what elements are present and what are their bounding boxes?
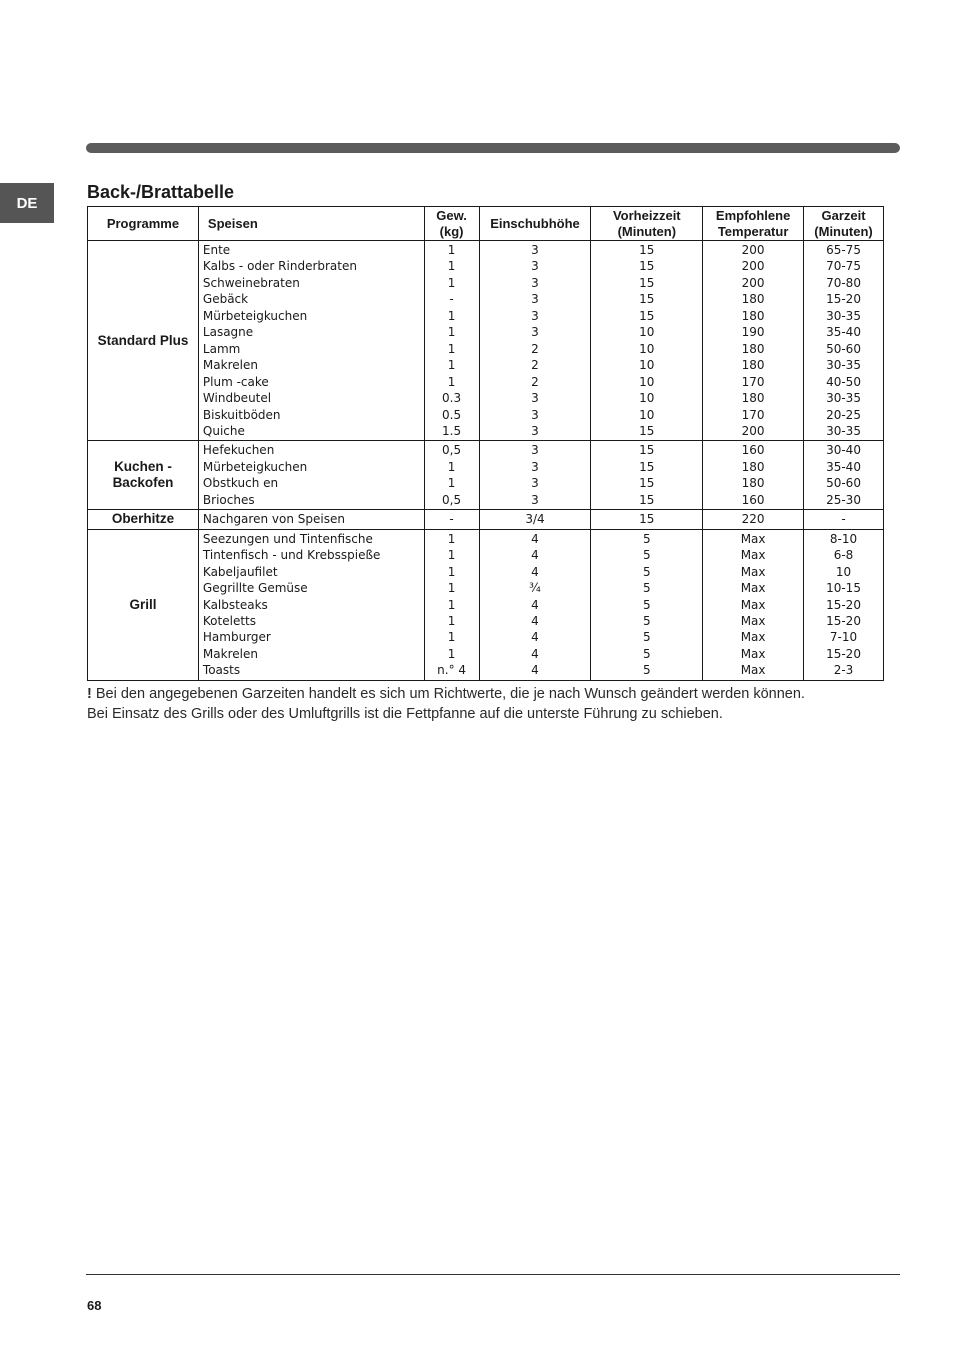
temperature-cell: 180 [741,292,765,307]
food-cell: Makrelen [202,646,258,661]
weight-column [424,529,479,680]
program-name-line: Standard Plus [97,332,189,348]
note-text [87,685,897,724]
temperature-cell: 180 [741,358,765,373]
weight-column [424,241,479,441]
shelf-cell: 4 [531,630,539,645]
temperature-cell: Max [740,548,766,563]
temperature-cell: Max [740,663,766,678]
shelf-column [479,441,591,510]
cooktime-column [804,510,884,529]
weight-cell: 1 [447,341,456,356]
preheat-cell: 15 [639,275,655,290]
shelf-cell: 3 [531,407,539,422]
temperature-cell: 200 [741,243,765,257]
shelf-cell: 4 [531,597,539,612]
food-cell: Brioches [202,492,255,507]
note-mark: ! [87,686,92,702]
program-name [88,241,199,441]
weight-cell: 0,5 [442,492,462,507]
header-vorheizzeit-line: (Minuten) [617,223,677,239]
preheat-cell: 15 [639,512,655,527]
weight-cell: 1 [447,564,456,579]
weight-cell: 1 [447,325,456,340]
food-cell: Tintenfisch - und Krebsspieße [202,548,381,563]
weight-cell: 1 [447,531,456,546]
shelf-cell: 3 [531,259,539,274]
shelf-cell: 4 [531,663,539,678]
temperature-cell: 220 [741,512,765,527]
shelf-cell: 4 [531,564,539,579]
program-name-line: Backofen [112,475,174,491]
shelf-column [479,529,591,680]
weight-cell: 0.3 [442,391,462,406]
food-column [198,510,424,529]
header-garzeit [804,207,884,241]
cooktime-cell: 8-10 [829,531,858,546]
cooktime-cell: 30-35 [826,391,861,406]
temperature-column [703,441,804,510]
cooktime-cell: 30-40 [826,443,861,458]
shelf-cell: 3 [531,275,539,290]
preheat-cell: 15 [639,492,655,507]
program-name-line: Oberhitze [111,511,175,527]
shelf-column [479,241,591,441]
program-name-line: Grill [129,596,157,612]
temperature-cell: Max [740,646,766,661]
temperature-cell: 200 [741,275,765,290]
cooktime-cell: 10-15 [826,581,861,596]
food-cell: Nachgaren von Speisen [202,512,345,527]
header-gewicht-line: (kg) [439,223,464,239]
shelf-cell: 3 [531,292,539,307]
table-header-row [88,207,884,241]
temperature-cell: Max [740,564,766,579]
weight-cell: 1 [447,459,456,474]
weight-cell: 0.5 [442,407,462,422]
header-temperatur-line: Temperatur [717,223,789,239]
note-line-2: Bei Einsatz des Grills oder des Umluftgrills ist die Fettpfanne auf die unterste Führung zu schieben. [87,705,723,722]
food-cell: Schweinebraten [202,275,300,290]
header-vorheizzeit-line: Vorheizzeit [612,207,681,223]
weight-cell: - [449,512,454,527]
temperature-cell: Max [740,531,766,546]
weight-cell: 1 [447,476,456,491]
cooktime-cell: 25-30 [826,492,861,507]
temperature-cell: Max [740,581,766,596]
cooktime-cell: 15-20 [826,613,861,628]
cooktime-cell: 6-8 [833,548,854,563]
weight-cell: 1 [447,581,456,596]
preheat-cell: 15 [639,243,655,257]
shelf-cell: 3 [531,308,539,323]
food-cell: Plum -cake [202,374,269,389]
temperature-cell: 200 [741,423,765,438]
food-cell: Windbeutel [202,391,272,406]
temperature-cell: Max [740,630,766,645]
cooktime-cell: 7-10 [829,630,858,645]
food-cell: Kalbs - oder Rinderbraten [202,259,357,274]
cooktime-cell: 15-20 [826,646,861,661]
preheat-cell: 5 [642,548,651,563]
preheat-cell: 10 [639,341,655,356]
cooktime-cell: 35-40 [826,325,861,340]
footer-rule [86,1274,900,1275]
cooktime-cell: 20-25 [826,407,861,422]
food-column [198,441,424,510]
weight-column [424,441,479,510]
cooktime-cell: 10 [835,564,852,579]
weight-cell: 1 [447,646,456,661]
food-column [198,241,424,441]
page-title: Back-/Brattabelle [87,182,235,202]
cooktime-cell: 30-35 [826,423,861,438]
shelf-cell: 3 [531,492,539,507]
food-cell: Lasagne [202,325,254,340]
shelf-cell: ¾ [529,581,541,596]
page-number: 68 [87,1298,102,1313]
header-temperatur-line: Empfohlene [715,207,791,223]
preheat-cell: 15 [639,459,655,474]
program-group-row [88,510,884,529]
food-cell: Kabeljaufilet [202,564,278,579]
language-tab: DE [0,183,54,223]
temperature-cell: 180 [741,459,765,474]
preheat-cell: 15 [639,308,655,323]
preheat-cell: 5 [642,597,651,612]
header-speisen: Speisen [198,207,424,241]
preheat-column [591,441,703,510]
program-name [88,510,199,529]
header-gewicht [424,207,479,241]
shelf-cell: 3 [531,243,539,257]
cooktime-column [804,529,884,680]
cooktime-cell: 70-75 [826,259,861,274]
weight-cell: 1 [447,374,456,389]
program-group-row [88,529,884,680]
cooktime-cell: 15-20 [826,292,861,307]
temperature-cell: Max [740,597,766,612]
temperature-cell: 160 [741,492,765,507]
shelf-cell: 2 [531,341,539,356]
food-cell: Seezungen und Tintenfische [202,531,373,546]
preheat-cell: 5 [642,630,651,645]
header-garzeit-line: Garzeit [821,207,866,223]
cooking-table [87,206,884,681]
shelf-cell: 4 [531,646,539,661]
weight-cell: 1.5 [442,423,462,438]
food-cell: Biskuitböden [202,407,281,422]
cooktime-cell: 2-3 [833,663,854,678]
food-cell: Gegrillte Gemüse [202,581,308,596]
preheat-cell: 15 [639,292,655,307]
temperature-cell: 160 [741,443,765,458]
weight-cell: - [449,292,454,307]
program-name [88,441,199,510]
weight-cell: 1 [447,308,456,323]
preheat-cell: 15 [639,476,655,491]
temperature-column [703,529,804,680]
preheat-cell: 5 [642,581,651,596]
header-garzeit-line: (Minuten) [814,223,873,239]
food-cell: Makrelen [202,358,258,373]
program-group-row [88,241,884,441]
header-programme: Programme [88,207,199,241]
temperature-cell: 180 [741,308,765,323]
food-cell: Gebäck [202,292,249,307]
preheat-cell: 15 [639,423,655,438]
weight-cell: 1 [447,275,456,290]
temperature-cell: 170 [741,374,765,389]
preheat-cell: 5 [642,646,651,661]
cooktime-cell: 35-40 [826,459,861,474]
program-group-row [88,441,884,510]
temperature-column [703,241,804,441]
cooktime-cell: 40-50 [826,374,861,389]
preheat-cell: 10 [639,374,655,389]
preheat-cell: 5 [642,613,651,628]
cooktime-column [804,241,884,441]
cooktime-cell: 30-35 [826,308,861,323]
program-name [88,529,199,680]
preheat-cell: 15 [639,259,655,274]
shelf-column [479,510,591,529]
program-name-line: Kuchen - [114,459,172,475]
cooktime-cell: 50-60 [826,341,861,356]
temperature-cell: Max [740,613,766,628]
weight-cell: 1 [447,259,456,274]
preheat-cell: 10 [639,358,655,373]
food-cell: Kalbsteaks [202,597,268,612]
cooktime-cell: 50-60 [826,476,861,491]
food-cell: Ente [202,243,231,257]
temperature-cell: 170 [741,407,765,422]
preheat-column [591,241,703,441]
shelf-cell: 4 [531,531,539,546]
header-vorheizzeit [591,207,703,241]
preheat-cell: 10 [639,407,655,422]
temperature-cell: 200 [741,259,765,274]
shelf-cell: 4 [531,548,539,563]
preheat-cell: 5 [642,564,651,579]
weight-column [424,510,479,529]
preheat-cell: 5 [642,531,651,546]
food-column [198,529,424,680]
shelf-cell: 3 [531,391,539,406]
weight-cell: 0,5 [442,443,462,458]
temperature-cell: 180 [741,391,765,406]
weight-cell: 1 [447,597,456,612]
preheat-cell: 10 [639,391,655,406]
preheat-cell: 10 [639,325,655,340]
temperature-cell: 190 [741,325,765,340]
header-rule [86,143,900,153]
note-line-1: Bei den angegebenen Garzeiten handelt es sich um Richtwerte, die je nach Wunsch geändert werden können. [95,686,805,702]
weight-cell: 1 [447,358,456,373]
weight-cell: 1 [447,243,456,257]
shelf-cell: 3 [531,423,539,438]
food-cell: Toasts [202,663,241,678]
header-gewicht-line: Gew. [436,207,467,223]
preheat-column [591,529,703,680]
cooktime-cell: 70-80 [826,275,861,290]
shelf-cell: 3 [531,443,539,458]
food-cell: Lamm [202,341,241,356]
food-cell: Hefekuchen [202,443,275,458]
weight-cell: 1 [447,548,456,563]
shelf-cell: 2 [531,358,539,373]
shelf-cell: 3 [531,476,539,491]
table-body [88,241,884,681]
preheat-cell: 5 [642,663,651,678]
temperature-column [703,510,804,529]
temperature-cell: 180 [741,341,765,356]
cooktime-cell: 65-75 [826,243,861,257]
food-cell: Quiche [202,423,245,438]
preheat-column [591,510,703,529]
weight-cell: n.° 4 [437,663,467,678]
food-cell: Koteletts [202,613,256,628]
weight-cell: 1 [447,630,456,645]
food-cell: Hamburger [202,630,271,645]
cooktime-column [804,441,884,510]
cooktime-cell: 15-20 [826,597,861,612]
food-cell: Mürbeteigkuchen [202,459,308,474]
shelf-cell: 3 [531,459,539,474]
header-einschub: Einschubhöhe [479,207,591,241]
food-cell: Mürbeteigkuchen [202,308,308,323]
header-temperatur [703,207,804,241]
shelf-cell: 2 [531,374,539,389]
food-cell: Obstkuch en [202,476,279,491]
preheat-cell: 15 [639,443,655,458]
cooktime-cell: 30-35 [826,358,861,373]
shelf-cell: 3/4 [525,512,545,527]
weight-cell: 1 [447,613,456,628]
cooktime-cell: - [841,512,846,527]
temperature-cell: 180 [741,476,765,491]
shelf-cell: 4 [531,613,539,628]
shelf-cell: 3 [531,325,539,340]
